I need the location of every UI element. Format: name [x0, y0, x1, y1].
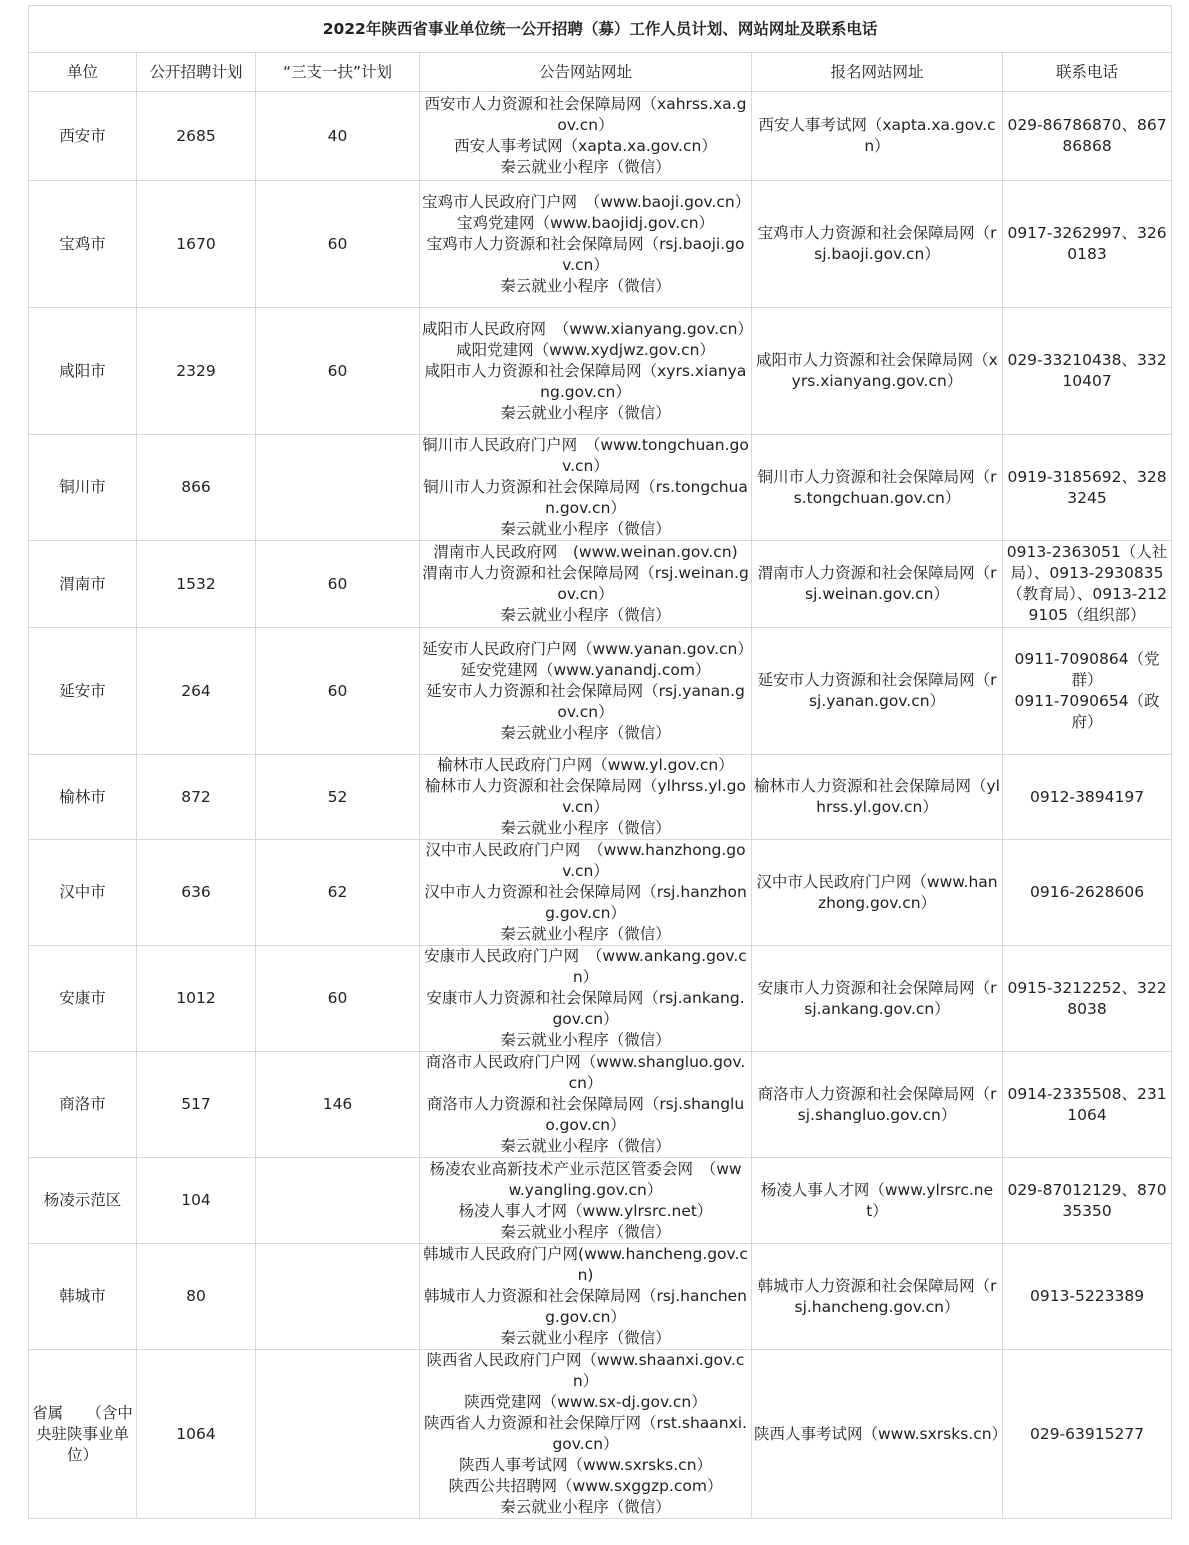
announce-site-line[interactable]: 西安市人力资源和社会保障局网（xahrss.xa.gov.cn） — [424, 95, 747, 134]
announce-site-line[interactable]: 陕西党建网（www.sx-dj.gov.cn） — [464, 1393, 707, 1411]
phone-cell — [1003, 435, 1172, 541]
plan-cell: 1670 — [137, 181, 256, 308]
unit-cell: 咸阳市 — [29, 308, 137, 435]
phone-cell — [1003, 181, 1172, 308]
unit-cell: 商洛市 — [29, 1052, 137, 1158]
plan-cell: 517 — [137, 1052, 256, 1158]
phone-cell — [1003, 308, 1172, 435]
announce-site-line[interactable]: 商洛市人民政府门户网（www.shangluo.gov.cn） — [425, 1053, 746, 1092]
plan-cell: 866 — [137, 435, 256, 541]
announce-cell — [420, 1350, 752, 1519]
announce-site-line[interactable]: 陕西公共招聘网（www.sxggzp.com） — [448, 1477, 723, 1495]
phone-line: 029-63915277 — [1029, 1424, 1145, 1443]
phone-line: 0915-3212252、3228038 — [1007, 978, 1167, 1018]
sanzhi-cell: 62 — [256, 840, 420, 946]
sanzhi-cell: 60 — [256, 946, 420, 1052]
announce-site-line[interactable]: 宝鸡市人民政府门户网 （www.baoji.gov.cn） — [422, 192, 751, 211]
register-cell — [752, 1350, 1008, 1519]
phone-cell — [1003, 1052, 1172, 1158]
announce-site-line[interactable]: 陕西人事考试网（www.sxrsks.cn） — [458, 1456, 713, 1474]
register-site-line[interactable]: 宝鸡市人力资源和社会保障局网（rsj.baoji.gov.cn） — [757, 224, 997, 263]
table-row — [29, 1052, 1172, 1158]
table-row — [29, 1350, 1172, 1519]
sanzhi-cell: 60 — [256, 541, 420, 628]
phone-line: 0913-5223389 — [1029, 1287, 1145, 1305]
header-phone: 联系电话 — [1003, 53, 1172, 92]
register-site-line[interactable]: 铜川市人力资源和社会保障局网（rs.tongchuan.gov.cn） — [757, 467, 997, 507]
register-site-line[interactable]: 咸阳市人力资源和社会保障局网（xyrs.xianyang.gov.cn） — [756, 351, 998, 390]
announce-cell — [420, 1052, 752, 1158]
plan-cell: 1064 — [137, 1350, 256, 1519]
announce-site-line[interactable]: 榆林市人民政府门户网（www.yl.gov.cn） — [437, 756, 734, 774]
register-site-line[interactable]: 渭南市人力资源和社会保障局网（rsj.weinan.gov.cn） — [757, 564, 997, 603]
sanzhi-cell: 52 — [256, 755, 420, 840]
plan-cell: 2685 — [137, 92, 256, 181]
plan-cell: 1532 — [137, 541, 256, 628]
sanzhi-cell — [256, 435, 420, 541]
phone-line: 0914-2335508、2311064 — [1007, 1084, 1167, 1124]
announce-site-line[interactable]: 杨凌农业高新技术产业示范区管委会网 （www.yangling.gov.cn） — [429, 1159, 742, 1199]
table-body — [29, 92, 1172, 1519]
unit-cell: 汉中市 — [29, 840, 137, 946]
register-site-line[interactable]: 陕西人事考试网（www.sxrsks.cn） — [754, 1424, 1008, 1443]
sanzhi-cell — [256, 1158, 420, 1244]
announce-cell — [420, 840, 752, 946]
announce-site-line[interactable]: 韩城市人民政府门户网(www.hancheng.gov.cn) — [423, 1245, 748, 1284]
announce-site-line[interactable]: 秦云就业小程序（微信） — [500, 819, 671, 837]
announce-site-line[interactable]: 安康市人力资源和社会保障局网（rsj.ankang.gov.cn） — [426, 989, 745, 1028]
table-row — [29, 308, 1172, 435]
table-row — [29, 755, 1172, 840]
announce-cell — [420, 628, 752, 755]
announce-site-line[interactable]: 秦云就业小程序（微信） — [500, 1222, 671, 1241]
announce-site-line[interactable]: 陕西省人民政府门户网（www.shaanxi.gov.cn） — [426, 1351, 745, 1390]
recruitment-table — [28, 5, 1172, 1519]
table-row — [29, 946, 1172, 1052]
plan-cell: 872 — [137, 755, 256, 840]
announce-site-line[interactable]: 汉中市人力资源和社会保障局网（rsj.hanzhong.gov.cn） — [424, 883, 747, 922]
register-site-line[interactable]: 西安人事考试网（xapta.xa.gov.cn） — [758, 116, 996, 155]
announce-site-line[interactable]: 秦云就业小程序（微信） — [500, 606, 671, 624]
register-site-line[interactable]: 杨凌人事人才网（www.ylrsrc.net） — [760, 1180, 994, 1220]
announce-site-line[interactable]: 延安市人民政府门户网（www.yanan.gov.cn） — [422, 639, 753, 658]
announce-site-line[interactable]: 商洛市人力资源和社会保障局网（rsj.shangluo.gov.cn） — [426, 1095, 745, 1134]
phone-line: 029-33210438、33210407 — [1007, 351, 1167, 390]
register-cell — [752, 308, 1003, 435]
announce-site-line[interactable]: 延安党建网（www.yanandj.com） — [460, 660, 711, 679]
header-announce-site: 公告网站网址 — [420, 53, 752, 92]
table-row — [29, 628, 1172, 755]
phone-cell — [1003, 1350, 1172, 1519]
phone-cell — [1003, 92, 1172, 181]
announce-site-line[interactable]: 咸阳市人民政府网 （www.xianyang.gov.cn） — [422, 319, 753, 338]
register-cell — [752, 1158, 1003, 1244]
phone-line: 029-86786870、86786868 — [1007, 116, 1167, 155]
announce-cell — [420, 1244, 752, 1350]
announce-cell — [420, 1158, 752, 1244]
plan-cell: 636 — [137, 840, 256, 946]
announce-cell — [420, 541, 752, 628]
plan-cell: 80 — [137, 1244, 256, 1350]
table-row — [29, 840, 1172, 946]
header-unit: 单位 — [29, 53, 137, 92]
announce-site-line[interactable]: 秦云就业小程序（微信） — [500, 925, 671, 943]
announce-cell — [420, 181, 752, 308]
phone-cell — [1003, 628, 1172, 755]
register-cell — [752, 1244, 1003, 1350]
announce-site-line[interactable]: 宝鸡市人力资源和社会保障局网（rsj.baoji.gov.cn） — [426, 234, 745, 274]
sanzhi-cell: 60 — [256, 181, 420, 308]
register-cell — [752, 181, 1003, 308]
announce-cell — [420, 946, 752, 1052]
announce-site-line[interactable]: 秦云就业小程序（微信） — [500, 723, 671, 742]
announce-site-line[interactable]: 铜川市人力资源和社会保障局网（rs.tongchuan.gov.cn） — [423, 478, 748, 517]
phone-line: 0916-2628606 — [1029, 883, 1145, 901]
announce-cell — [420, 92, 752, 181]
sanzhi-cell: 60 — [256, 628, 420, 755]
announce-site-line[interactable]: 陕西省人力资源和社会保障厅网（rst.shaanxi.gov.cn） — [423, 1414, 748, 1453]
unit-cell: 渭南市 — [29, 541, 137, 628]
phone-cell — [1003, 541, 1172, 628]
unit-cell: 杨凌示范区 — [29, 1158, 137, 1244]
register-site-line[interactable]: 延安市人力资源和社会保障局网（rsj.yanan.gov.cn） — [757, 671, 997, 710]
announce-site-line[interactable]: 榆林市人力资源和社会保障局网（ylhrss.yl.gov.cn） — [425, 777, 746, 816]
phone-cell — [1003, 1244, 1172, 1350]
plan-cell: 1012 — [137, 946, 256, 1052]
register-site-line[interactable]: 韩城市人力资源和社会保障局网（rsj.hancheng.gov.cn） — [757, 1276, 997, 1316]
announce-site-line[interactable]: 秦云就业小程序（微信） — [500, 1137, 671, 1155]
unit-cell: 省属 （含中央驻陕事业单位） — [29, 1350, 137, 1519]
announce-site-line[interactable]: 咸阳党建网（www.xydjwz.gov.cn） — [456, 340, 715, 359]
sanzhi-cell: 60 — [256, 308, 420, 435]
unit-cell: 韩城市 — [29, 1244, 137, 1350]
announce-site-line[interactable]: 秦云就业小程序（微信） — [500, 1031, 671, 1049]
announce-site-line[interactable]: 秦云就业小程序（微信） — [500, 1329, 671, 1347]
register-cell — [752, 92, 1003, 181]
register-cell — [752, 1052, 1003, 1158]
phone-line: 0919-3185692、3283245 — [1007, 467, 1167, 507]
phone-line: 0911-7090654（政府） — [1014, 692, 1160, 731]
announce-site-line[interactable]: 韩城市人力资源和社会保障局网（rsj.hancheng.gov.cn） — [423, 1287, 748, 1326]
header-plan: 公开招聘计划 — [137, 53, 256, 92]
register-cell — [752, 840, 1003, 946]
announce-site-line[interactable]: 杨凌人事人才网（www.ylrsrc.net） — [458, 1201, 713, 1220]
announce-site-line[interactable]: 秦云就业小程序（微信） — [500, 520, 671, 538]
phone-line: 029-87012129、87035350 — [1007, 1180, 1167, 1220]
phone-cell — [1003, 946, 1172, 1052]
table-row — [29, 1158, 1172, 1244]
phone-line: 0912-3894197 — [1029, 787, 1145, 806]
table-row — [29, 541, 1172, 628]
table-row — [29, 435, 1172, 541]
phone-line: 0913-2363051（人社局）、0913-2930835（教育局）、0913-2129105（组织部） — [1006, 543, 1168, 624]
announce-cell — [420, 435, 752, 541]
announce-site-line[interactable]: 西安人事考试网（xapta.xa.gov.cn） — [454, 137, 717, 155]
plan-cell: 264 — [137, 628, 256, 755]
register-site-line[interactable]: 榆林市人力资源和社会保障局网（ylhrss.yl.gov.cn） — [754, 777, 1000, 816]
sanzhi-cell: 40 — [256, 92, 420, 181]
header-sanzhi: “三支一扶”计划 — [256, 53, 420, 92]
sanzhi-cell — [256, 1244, 420, 1350]
sanzhi-cell — [256, 1350, 420, 1519]
announce-cell — [420, 308, 752, 435]
announce-site-line[interactable]: 咸阳市人力资源和社会保障局网（xyrs.xianyang.gov.cn） — [424, 361, 747, 401]
register-site-line[interactable]: 汉中市人民政府门户网（www.hanzhong.gov.cn） — [756, 872, 998, 912]
phone-cell — [1003, 840, 1172, 946]
plan-cell: 2329 — [137, 308, 256, 435]
announce-site-line[interactable]: 秦云就业小程序（微信） — [500, 403, 671, 422]
register-cell — [752, 541, 1003, 628]
sanzhi-cell: 146 — [256, 1052, 420, 1158]
announce-site-line[interactable]: 宝鸡党建网（www.baojidj.gov.cn） — [456, 213, 715, 232]
table-row — [29, 92, 1172, 181]
register-site-line[interactable]: 安康市人力资源和社会保障局网（rsj.ankang.gov.cn） — [757, 978, 997, 1018]
register-cell — [752, 946, 1003, 1052]
announce-site-line[interactable]: 汉中市人民政府门户网 （www.hanzhong.gov.cn） — [425, 841, 746, 880]
phone-line: 0911-7090864（党群） — [1014, 650, 1160, 689]
table-title: 2022年陕西省事业单位统一公开招聘（募）工作人员计划、网站网址及联系电话 — [29, 6, 1172, 53]
table-row — [29, 1244, 1172, 1350]
phone-cell — [1003, 755, 1172, 840]
announce-site-line[interactable]: 铜川市人民政府门户网 （www.tongchuan.gov.cn） — [422, 436, 749, 475]
register-cell — [752, 755, 1003, 840]
announce-site-line[interactable]: 延安市人力资源和社会保障局网（rsj.yanan.gov.cn） — [426, 681, 745, 721]
register-cell — [752, 628, 1003, 755]
unit-cell: 安康市 — [29, 946, 137, 1052]
register-cell — [752, 435, 1003, 541]
unit-cell: 榆林市 — [29, 755, 137, 840]
announce-site-line[interactable]: 渭南市人民政府网 (www.weinan.gov.cn) — [433, 543, 738, 561]
announce-site-line[interactable]: 安康市人民政府门户网 （www.ankang.gov.cn） — [424, 947, 747, 986]
phone-line: 0917-3262997、3260183 — [1007, 224, 1167, 263]
announce-site-line[interactable]: 秦云就业小程序（微信） — [500, 158, 671, 176]
unit-cell: 西安市 — [29, 92, 137, 181]
unit-cell: 宝鸡市 — [29, 181, 137, 308]
phone-cell — [1003, 1158, 1172, 1244]
register-site-line[interactable]: 商洛市人力资源和社会保障局网（rsj.shangluo.gov.cn） — [757, 1084, 997, 1124]
announce-site-line[interactable]: 秦云就业小程序（微信） — [500, 1498, 671, 1516]
table-row — [29, 181, 1172, 308]
unit-cell: 延安市 — [29, 628, 137, 755]
unit-cell: 铜川市 — [29, 435, 137, 541]
announce-site-line[interactable]: 渭南市人力资源和社会保障局网（rsj.weinan.gov.cn） — [422, 564, 749, 603]
plan-cell: 104 — [137, 1158, 256, 1244]
header-register-site: 报名网站网址 — [752, 53, 1003, 92]
announce-cell — [420, 755, 752, 840]
announce-site-line[interactable]: 秦云就业小程序（微信） — [500, 276, 671, 295]
